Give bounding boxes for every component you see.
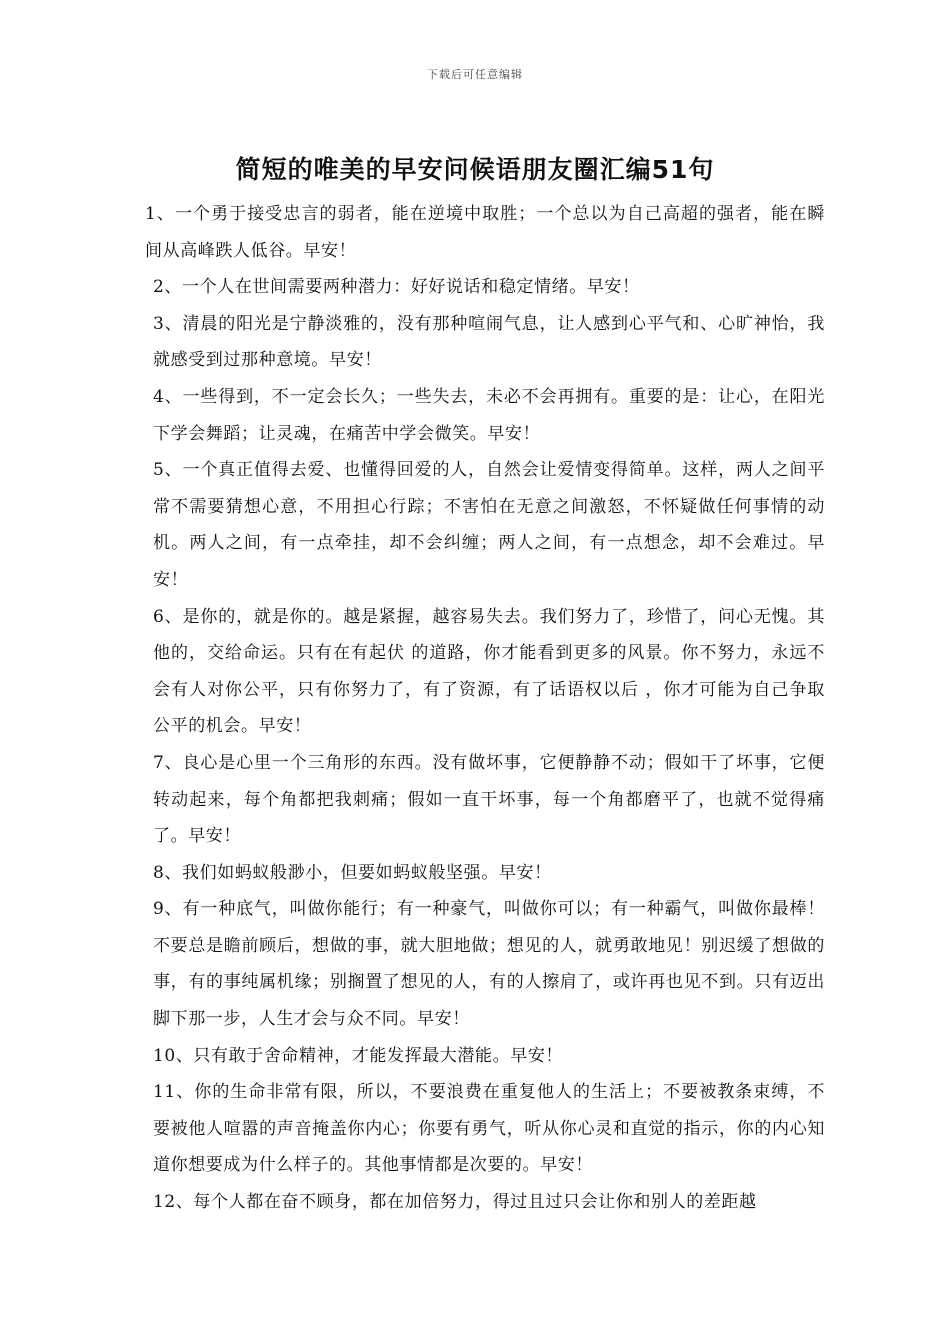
paragraph-8: 8、我们如蚂蚁般渺小，但要如蚂蚁般坚强。早安！ xyxy=(153,862,552,883)
paragraph-6: 6、是你的，就是你的。越是紧握，越容易失去。我们努力了，珍惜了，问心无愧。其他的，交给命运。只有在有起伏 的道路，你才能看到更多的风景。你不努力，永远不会有人对你公平，只有你努力了，有了资源，有了话语权以后 ，你才可能为自己争取公平的机会。早安！ xyxy=(153,606,825,737)
document-title: 简短的唯美的早安问候语朋友圈汇编51句 xyxy=(235,155,715,184)
paragraph-9: 9、有一种底气，叫做你能行；有一种豪气，叫做你可以；有一种霸气，叫做你最棒！不要总是瞻前顾后，想做的事，就大胆地做；想见的人，就勇敢地见！别迟缓了想做的事，有的事纯属机缘；别搁置了想见的人，有的人擦肩了，或许再也见不到。只有迈出脚下那一步，人生才会与众不同。早安！ xyxy=(153,899,825,1030)
paragraph-10: 10、只有敢于舍命精神，才能发挥最大潜能。早安！ xyxy=(153,1045,564,1066)
paragraph-3: 3、清晨的阳光是宁静淡雅的，没有那种喧闹气息，让人感到心平气和、心旷神怡，我就感受到过那种意境。早安！ xyxy=(153,313,825,371)
paragraph-2: 2、一个人在世间需要两种潜力：好好说话和稳定情绪。早安！ xyxy=(153,277,640,298)
header-note: 下载后可任意编辑 xyxy=(427,68,523,81)
paragraph-5: 5、一个真正值得去爱、也懂得回爱的人，自然会让爱情变得简单。这样，两人之间平常不需要猜想心意，不用担心行踪；不害怕在无意之间激怒，不怀疑做任何事情的动机。两人之间，有一点牵挂，却不会纠缠；两人之间，有一点想念，却不会难过。早安！ xyxy=(153,460,825,590)
paragraph-7: 7、良心是心里一个三角形的东西。没有做坏事，它便静静不动；假如干了坏事，它便转动起来，每个角都把我刺痛；假如一直干坏事，每一个角都磨平了，也就不觉得痛了。早安！ xyxy=(153,752,825,847)
document-body xyxy=(145,196,825,1221)
paragraph-4: 4、一些得到，不一定会长久；一些失去，未必不会再拥有。重要的是：让心，在阳光下学会舞蹈；让灵魂，在痛苦中学会微笑。早安！ xyxy=(153,386,825,444)
paragraph-12: 12、每个人都在奋不顾身，都在加倍努力，得过且过只会让你和别人的差距越 xyxy=(153,1192,757,1213)
paragraph-11: 11、你的生命非常有限，所以，不要浪费在重复他人的生活上；不要被教条束缚，不要被他人喧嚣的声音掩盖你内心；你要有勇气，听从你心灵和直觉的指示，你的内心知道你想要成为什么样子的。其他事情都是次要的。早安！ xyxy=(153,1082,825,1176)
paragraph-1: 1、一个勇于接受忠言的弱者，能在逆境中取胜；一个总以为自己高超的强者，能在瞬间从高峰跌人低谷。早安！ xyxy=(145,204,825,261)
